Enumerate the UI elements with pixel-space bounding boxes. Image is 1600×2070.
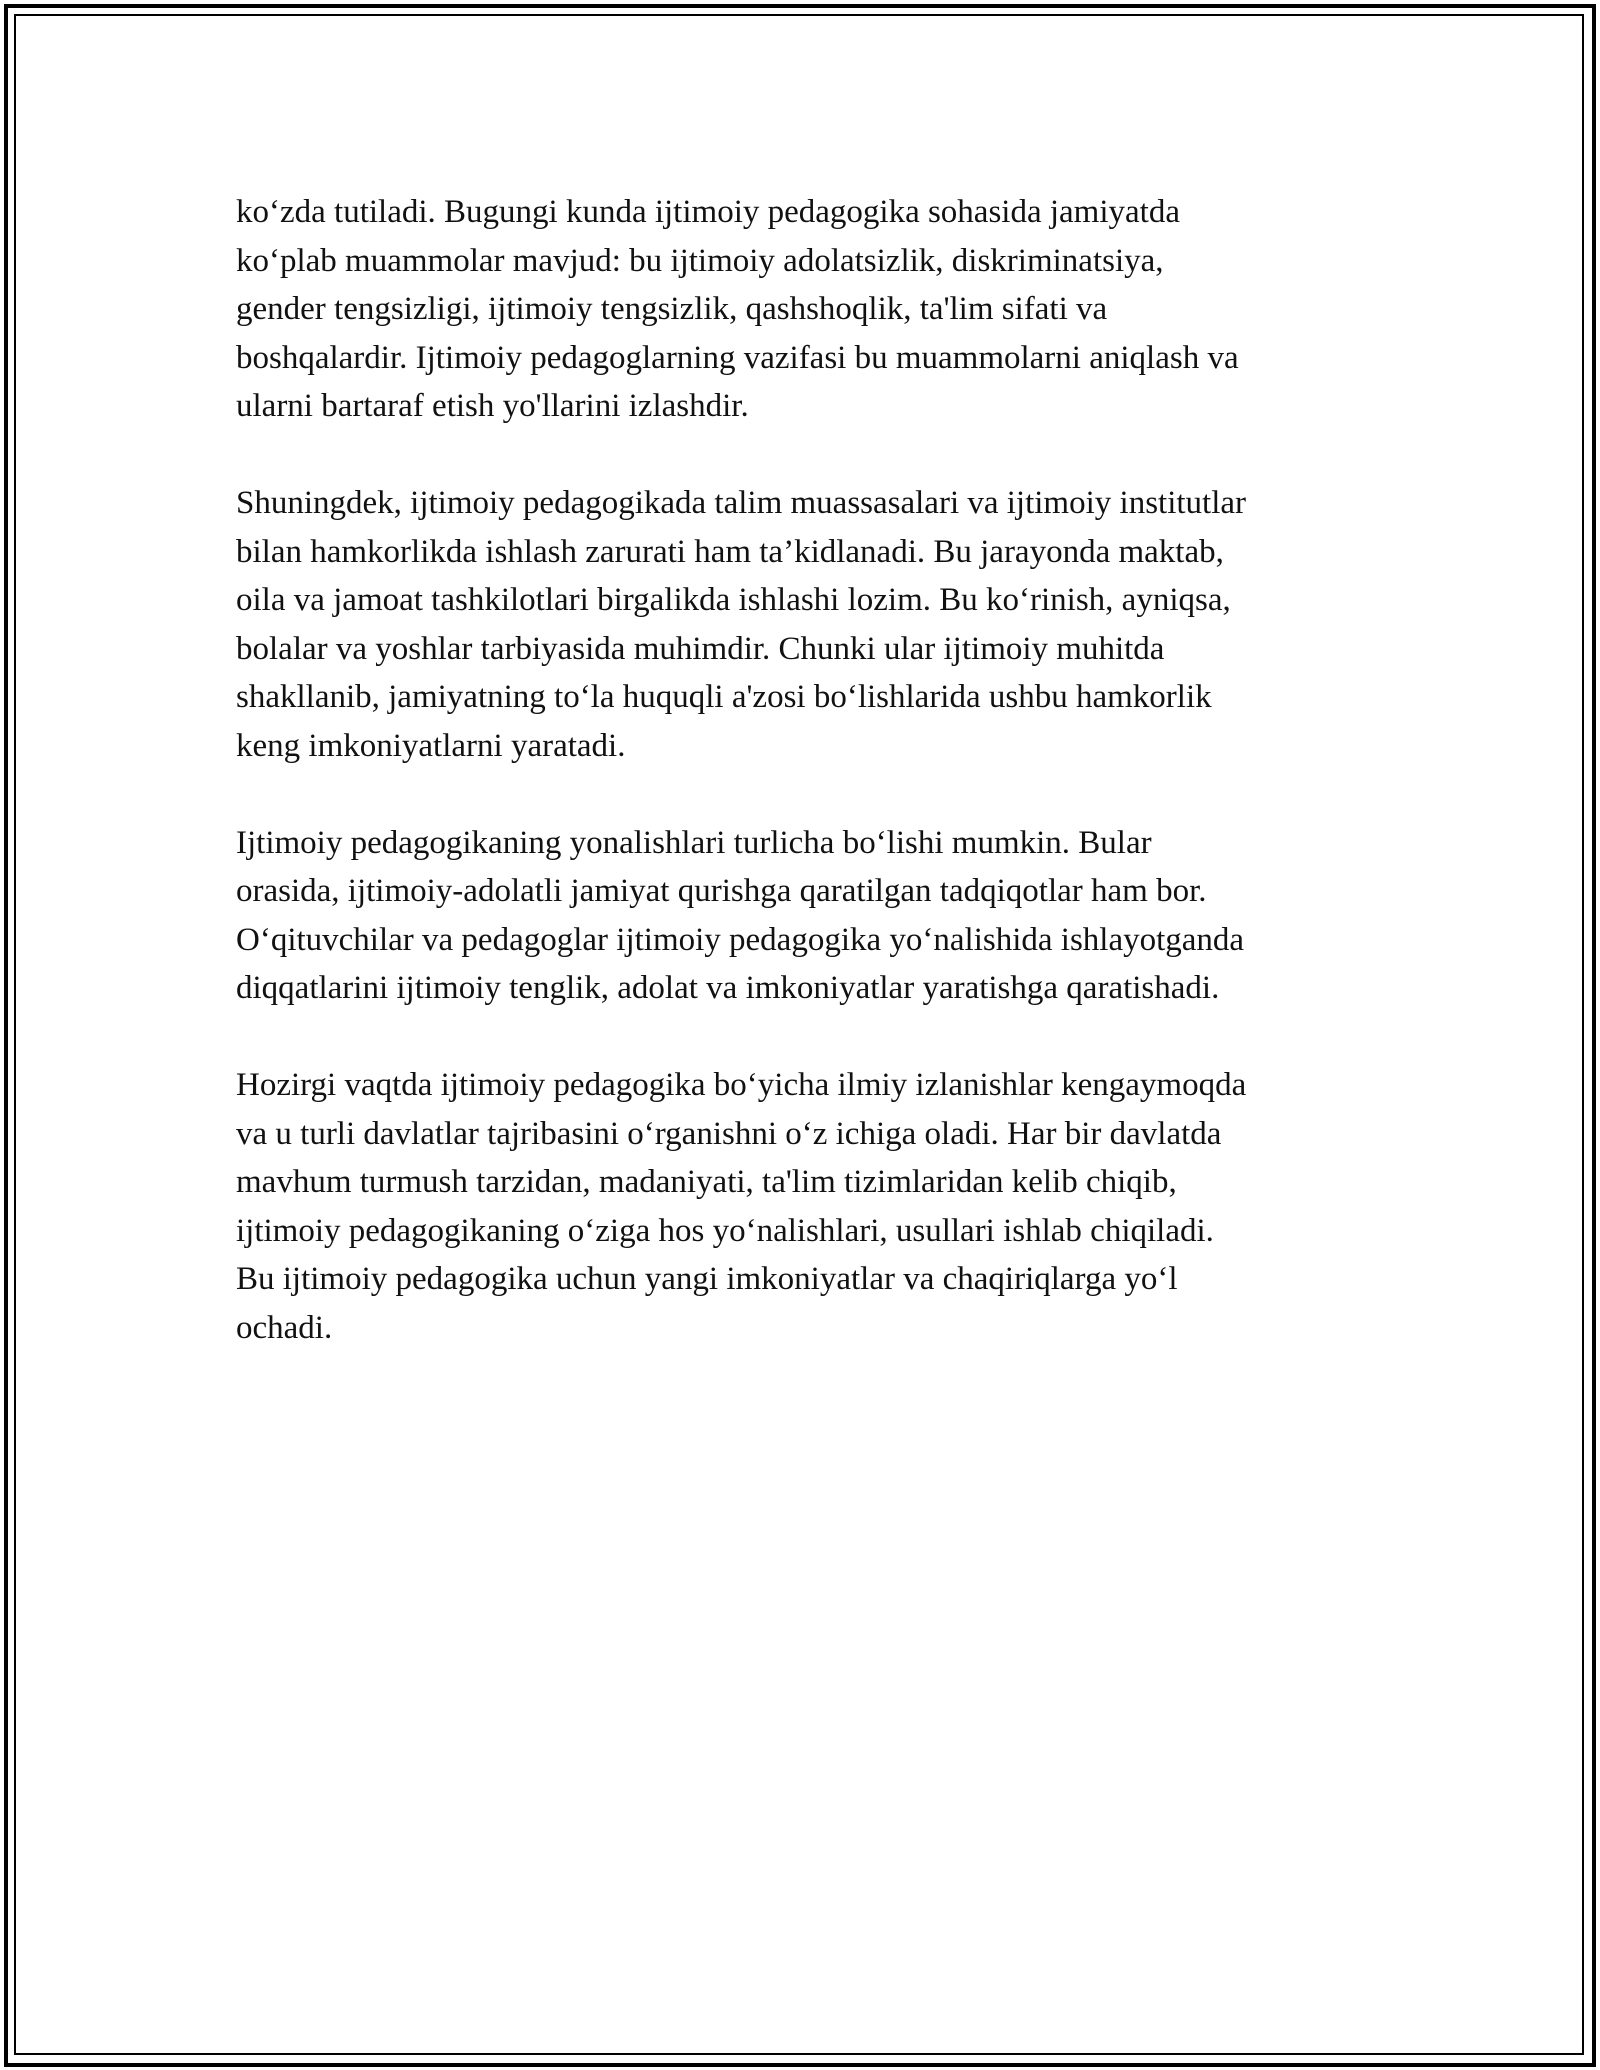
text-line: keng imkoniyatlarni yaratadi. bbox=[236, 727, 626, 764]
text-line: bilan hamkorlikda ishlash zarurati ham ta’kidlanadi. Bu jarayonda maktab, bbox=[236, 533, 1224, 570]
text-line: va u turli davlatlar tajribasini o‘rganishni o‘z ichiga oladi. Har bir davlatda bbox=[236, 1115, 1222, 1152]
text-line: Hozirgi vaqtda ijtimoiy pedagogika bo‘yicha ilmiy izlanishlar kengaymoqda bbox=[236, 1067, 1247, 1103]
paragraph-4 bbox=[236, 1061, 1376, 1352]
text-line: mavhum turmush tarzidan, madaniyati, ta'lim tizimlaridan kelib chiqib, bbox=[236, 1164, 1177, 1200]
text-line: bolalar va yoshlar tarbiyasida muhimdir. Chunki ular ijtimoiy muhitda bbox=[236, 630, 1165, 667]
text-line: shakllanib, jamiyatning to‘la huquqli a'zosi bo‘lishlarida ushbu hamkorlik bbox=[236, 679, 1212, 715]
text-line: ko‘plab muammolar mavjud: bu ijtimoiy adolatsizlik, diskriminatsiya, bbox=[236, 242, 1164, 279]
paragraph-3 bbox=[236, 819, 1376, 1013]
paragraph-2 bbox=[236, 479, 1376, 770]
text-line: orasida, ijtimoiy-adolatli jamiyat qurishga qaratilgan tadqiqotlar ham bor. bbox=[236, 873, 1207, 909]
text-line: ochadi. bbox=[236, 1309, 333, 1346]
text-line: gender tengsizligi, ijtimoiy tengsizlik, qashshoqlik, ta'lim sifati va bbox=[236, 291, 1108, 327]
text-line: ijtimoiy pedagogikaning o‘ziga hos yo‘nalishlari, usullari ishlab chiqiladi. bbox=[236, 1212, 1214, 1249]
text-line: boshqalardir. Ijtimoiy pedagoglarning vazifasi bu muammolarni aniqlash va bbox=[236, 339, 1239, 376]
document-body bbox=[236, 188, 1376, 1401]
text-line: Ijtimoiy pedagogikaning yonalishlari turlicha bo‘lishi mumkin. Bular bbox=[236, 824, 1152, 861]
text-line: ularni bartaraf etish yo'llarini izlashdir. bbox=[236, 388, 749, 424]
text-line: O‘qituvchilar va pedagoglar ijtimoiy pedagogika yo‘nalishida ishlayotganda bbox=[236, 921, 1245, 958]
paragraph-1 bbox=[236, 188, 1376, 431]
text-line: oila va jamoat tashkilotlari birgalikda ishlashi lozim. Bu ko‘rinish, ayniqsa, bbox=[236, 582, 1231, 618]
text-line: ko‘zda tutiladi. Bugungi kunda ijtimoiy pedagogika sohasida jamiyatda bbox=[236, 194, 1180, 230]
text-line: Shuningdek, ijtimoiy pedagogikada talim muassasalari va ijtimoiy institutlar bbox=[236, 485, 1247, 521]
text-line: diqqatlarini ijtimoiy tenglik, adolat va imkoniyatlar yaratishga qaratishadi. bbox=[236, 970, 1220, 1006]
text-line: Bu ijtimoiy pedagogika uchun yangi imkoniyatlar va chaqiriqlarga yo‘l bbox=[236, 1261, 1178, 1297]
